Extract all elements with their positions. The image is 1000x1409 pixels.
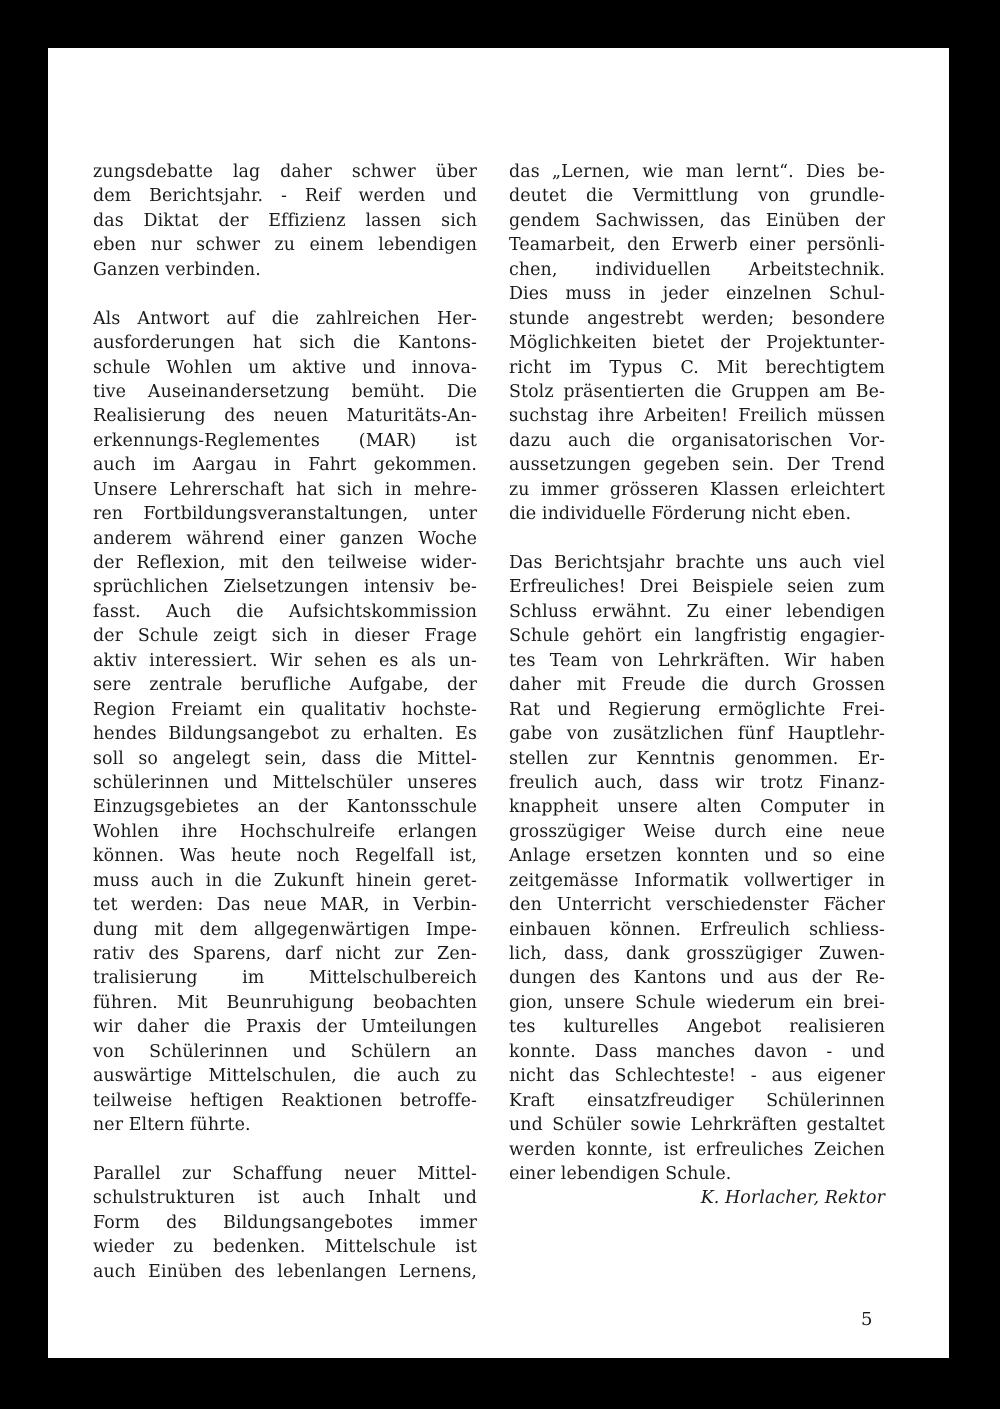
text-line: tive Auseinandersetzung bemüht. Die	[93, 381, 477, 402]
text-line: gendem Sachwissen, das Einüben der	[509, 210, 885, 231]
text-line: freulich auch, dass wir trotz Finanz-	[509, 772, 885, 793]
text-line: Schluss erwähnt. Zu einer lebendigen	[509, 601, 885, 622]
text-line: richt im Typus C. Mit berechtigtem	[509, 357, 885, 378]
text-line: daher mit Freude die durch Grossen	[509, 675, 885, 696]
text-line: werden konnte, ist erfreuliches Zeichen	[509, 1139, 885, 1160]
text-line: Teamarbeit, den Erwerb einer persönli-	[509, 235, 885, 256]
text-line: Stolz präsentierten die Gruppen am Be-	[509, 381, 885, 402]
text-line: anderem während einer ganzen Woche	[93, 528, 477, 549]
text-line: dung mit dem allgegenwärtigen Impe-	[93, 919, 477, 940]
text-line: können. Was heute noch Regelfall ist,	[93, 846, 477, 867]
text-line: auch Einüben des lebenlangen Lernens,	[93, 1261, 477, 1282]
text-line: rativ des Sparens, darf nicht zur Zen-	[93, 944, 477, 964]
page-number: 5	[861, 1309, 873, 1330]
paragraph	[93, 1162, 477, 1284]
text-line: das Diktat der Effizienz lassen sich	[93, 210, 477, 231]
text-line: zungsdebatte lag daher schwer über	[93, 162, 477, 182]
text-line: Region Freiamt ein qualitativ hochste-	[93, 699, 477, 720]
text-line: chen, individuellen Arbeitstechnik.	[509, 259, 885, 280]
text-line: Als Antwort auf die zahlreichen Her-	[93, 308, 477, 329]
text-line: hendes Bildungsangebot zu erhalten. Es	[93, 724, 477, 745]
text-line: teilweise heftigen Reaktionen betroffe-	[93, 1090, 477, 1111]
text-line: stellen zur Kenntnis genommen. Er-	[509, 748, 885, 769]
text-line: der Reflexion, mit den teilweise wider-	[93, 553, 477, 573]
text-line: suchstag ihre Arbeiten! Freilich müssen	[509, 406, 885, 427]
text-line: auch im Aargau in Fahrt gekommen.	[93, 455, 477, 476]
text-line: tes Team von Lehrkräften. Wir haben	[509, 650, 885, 671]
text-line: lich, dass, dank grosszügiger Zuwen-	[509, 944, 885, 964]
text-line: gabe von zusätzlichen fünf Hauptlehr-	[509, 724, 885, 745]
text-line: ner Eltern führte.	[93, 1115, 251, 1136]
text-line: Wohlen ihre Hochschulreife erlangen	[93, 821, 477, 842]
text-line: soll so angelegt sein, dass die Mittel-	[93, 748, 477, 769]
text-line: knappheit unsere alten Computer in	[509, 797, 885, 818]
text-line: eben nur schwer zu einem lebendigen	[93, 235, 477, 256]
text-line: nicht das Schlechteste! - aus eigener	[509, 1066, 885, 1087]
text-line: gion, unsere Schule wiederum ein brei-	[509, 992, 885, 1013]
text-line: grosszügiger Weise durch eine neue	[509, 821, 885, 842]
text-line: Ganzen verbinden.	[93, 259, 261, 280]
text-line: schülerinnen und Mittelschüler unseres	[93, 772, 477, 793]
paragraph-gap	[93, 282, 477, 306]
paragraph	[93, 307, 477, 1138]
text-line: schule Wohlen um aktive und innova-	[93, 357, 477, 378]
text-line: der Schule zeigt sich in dieser Frage	[93, 626, 477, 647]
paragraph-gap	[509, 527, 885, 551]
text-line: Möglichkeiten bietet der Projektunter-	[509, 333, 885, 354]
text-line: ren Fortbildungsveranstaltungen, unter	[93, 504, 477, 525]
right-text-column	[509, 160, 885, 1211]
author-signature: K. Horlacher, Rektor	[700, 1188, 885, 1209]
text-line: von Schülerinnen und Schülern an	[93, 1041, 477, 1062]
text-line: Unsere Lehrerschaft hat sich in mehre-	[93, 479, 477, 500]
text-line: wir daher die Praxis der Umteilungen	[93, 1017, 477, 1038]
paragraph-gap	[93, 1138, 477, 1162]
text-line: schulstrukturen ist auch Inhalt und	[93, 1188, 477, 1209]
text-line: Form des Bildungsangebotes immer	[93, 1212, 477, 1233]
text-line: zu immer grösseren Klassen erleichtert	[509, 479, 885, 500]
text-line: wieder zu bedenken. Mittelschule ist	[93, 1237, 477, 1258]
text-line: einer lebendigen Schule.	[509, 1163, 732, 1184]
text-line: einbauen können. Erfreulich schliess-	[509, 919, 885, 940]
text-line: Schule gehört ein langfristig engagier-	[509, 626, 885, 647]
text-line: Anlage ersetzen konnten und so eine	[509, 846, 885, 867]
text-line: deutet die Vermittlung von grundle-	[509, 186, 885, 207]
text-line: sprüchlichen Zielsetzungen intensiv be-	[93, 577, 477, 598]
text-line: dungen des Kantons und aus der Re-	[509, 968, 885, 989]
text-line: Parallel zur Schaffung neuer Mittel-	[93, 1163, 477, 1184]
text-line: stunde angestrebt werden; besondere	[509, 308, 885, 329]
paragraph	[93, 160, 477, 282]
text-line: aktiv interessiert. Wir sehen es als un-	[93, 650, 477, 671]
text-line: auswärtige Mittelschulen, die auch zu	[93, 1066, 477, 1087]
paragraph	[509, 551, 885, 1186]
text-line: tet werden: Das neue MAR, in Verbin-	[93, 895, 477, 916]
text-line: Kraft einsatzfreudiger Schülerinnen	[509, 1090, 885, 1111]
text-line: zeitgemässe Informatik vollwertiger in	[509, 870, 885, 891]
text-line: Erfreuliches! Drei Beispiele seien zum	[509, 577, 885, 598]
text-line: fasst. Auch die Aufsichtskommission	[93, 601, 477, 622]
text-line: führen. Mit Beunruhigung beobachten	[93, 992, 477, 1013]
text-line: dem Berichtsjahr. - Reif werden und	[93, 186, 477, 207]
text-line: sere zentrale berufliche Aufgabe, der	[93, 675, 477, 696]
text-line: tes kulturelles Angebot realisieren	[509, 1017, 885, 1038]
text-line: Rat und Regierung ermöglichte Frei-	[509, 699, 885, 720]
text-line: aussetzungen gegeben sein. Der Trend	[509, 455, 885, 476]
text-line: dazu auch die organisatorischen Vor-	[509, 430, 885, 451]
text-line: die individuelle Förderung nicht eben.	[509, 504, 852, 525]
text-line: muss auch in die Zukunft hinein geret-	[93, 870, 477, 891]
text-line: und Schüler sowie Lehrkräften gestaltet	[509, 1115, 885, 1136]
text-line: ausforderungen hat sich die Kantons-	[93, 333, 477, 354]
text-line: das „Lernen, wie man lernt“. Dies be-	[509, 162, 885, 182]
left-text-column	[93, 160, 477, 1284]
paragraph	[509, 160, 885, 527]
text-line: Das Berichtsjahr brachte uns auch viel	[509, 553, 885, 573]
text-line: den Unterricht verschiedenster Fächer	[509, 895, 885, 916]
text-line: Realisierung des neuen Maturitäts-An-	[93, 406, 477, 427]
text-line: erkennungs-Reglementes (MAR) ist	[93, 430, 477, 451]
text-line: Einzugsgebietes an der Kantonsschule	[93, 797, 477, 818]
text-line: Dies muss in jeder einzelnen Schul-	[509, 284, 885, 305]
document-page	[48, 48, 949, 1358]
text-line: tralisierung im Mittelschulbereich	[93, 968, 477, 989]
text-line: konnte. Dass manches davon - und	[509, 1041, 885, 1062]
